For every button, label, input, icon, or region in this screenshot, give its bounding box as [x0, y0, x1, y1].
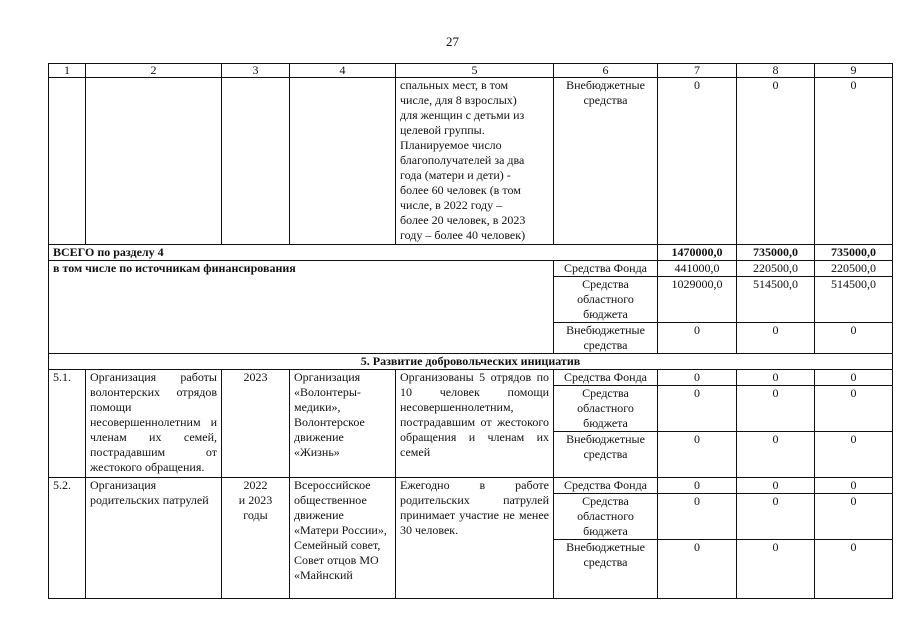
value-cell: 0 — [815, 540, 893, 599]
value-cell: 0 — [658, 78, 737, 245]
value-cell: 0 — [815, 494, 893, 540]
item-number: 5.2. — [49, 478, 86, 599]
column-header: 1 — [49, 64, 86, 78]
value-cell: 0 — [737, 540, 815, 599]
value-cell: 0 — [658, 540, 737, 599]
total-value: 735000,0 — [815, 245, 893, 261]
value-cell: 0 — [815, 386, 893, 432]
column-header: 8 — [737, 64, 815, 78]
column-number-row — [49, 64, 893, 78]
source-cell: Внебюджетные средства — [554, 540, 658, 599]
value-cell: 0 — [737, 494, 815, 540]
column-header: 9 — [815, 64, 893, 78]
empty-cell — [222, 78, 290, 245]
item-row — [49, 370, 893, 386]
page-number: 27 — [446, 34, 459, 49]
value-cell: 220500,0 — [815, 261, 893, 277]
value-cell: 0 — [658, 370, 737, 386]
column-header: 2 — [86, 64, 222, 78]
column-header: 5 — [396, 64, 554, 78]
empty-cell — [49, 78, 86, 245]
empty-cell — [290, 78, 396, 245]
value-cell: 0 — [737, 370, 815, 386]
column-header: 7 — [658, 64, 737, 78]
total-value: 735000,0 — [737, 245, 815, 261]
total-row — [49, 245, 893, 261]
item-year: 2022 и 2023 годы — [222, 478, 290, 599]
value-cell: 0 — [737, 386, 815, 432]
value-cell: 220500,0 — [737, 261, 815, 277]
source-cell: Внебюджетные средства — [554, 323, 658, 354]
result-cell: спальных мест, в том числе, для 8 взрослых) для женщин с детьми из целевой группы. Планируемое число благополучателей за два года (матери и дети) - более 60 человек (в том числе, в 2022 году – более 20 человек, в 2023 году – более 40 человек) — [396, 78, 554, 245]
item-result: Организованы 5 отрядов по 10 человек помощи несовершеннолетним, пострадавшим от жестокого обращения и членам их семей — [396, 370, 554, 478]
source-cell: Средства областного бюджета — [554, 277, 658, 323]
value-cell: 0 — [737, 78, 815, 245]
total-label: ВСЕГО по разделу 4 — [49, 245, 658, 261]
item-number: 5.1. — [49, 370, 86, 478]
value-cell: 514500,0 — [737, 277, 815, 323]
value-cell: 0 — [658, 386, 737, 432]
source-cell: Средства Фонда — [554, 370, 658, 386]
section-title-row — [49, 354, 893, 370]
item-executor: Всероссийское общественное движение «Матери России», Семейный совет, Совет отцов МО «Майнский — [290, 478, 396, 599]
value-cell: 0 — [658, 432, 737, 478]
value-cell: 0 — [815, 370, 893, 386]
source-cell: Средства областного бюджета — [554, 494, 658, 540]
empty-cell — [86, 78, 222, 245]
value-cell: 0 — [658, 494, 737, 540]
source-row — [49, 261, 893, 277]
value-cell: 0 — [815, 478, 893, 494]
value-cell: 0 — [737, 323, 815, 354]
value-cell: 0 — [658, 478, 737, 494]
source-cell: Средства областного бюджета — [554, 386, 658, 432]
item-row — [49, 478, 893, 494]
by-sources-label: в том числе по источникам финансирования — [49, 261, 554, 354]
value-cell: 0 — [737, 432, 815, 478]
value-cell: 0 — [658, 323, 737, 354]
value-cell: 441000,0 — [658, 261, 737, 277]
item-name: Организация работы волонтерских отрядов помощи несовершеннолетним и членам их семей, пострадавшим от жестокого обращения. — [86, 370, 222, 478]
value-cell: 0 — [815, 78, 893, 245]
budget-table — [48, 63, 893, 599]
value-cell: 0 — [737, 478, 815, 494]
source-cell: Средства Фонда — [554, 261, 658, 277]
column-header: 6 — [554, 64, 658, 78]
item-name: Организация родительских патрулей — [86, 478, 222, 599]
item-executor: Организация «Волонтеры-медики», Волонтерское движение «Жизнь» — [290, 370, 396, 478]
value-cell: 0 — [815, 323, 893, 354]
source-cell: Внебюджетные средства — [554, 432, 658, 478]
source-cell: Средства Фонда — [554, 478, 658, 494]
continuation-row — [49, 78, 893, 245]
value-cell: 1029000,0 — [658, 277, 737, 323]
column-header: 4 — [290, 64, 396, 78]
total-value: 1470000,0 — [658, 245, 737, 261]
value-cell: 0 — [815, 432, 893, 478]
source-cell: Внебюджетные средства — [554, 78, 658, 245]
item-year: 2023 — [222, 370, 290, 478]
value-cell: 514500,0 — [815, 277, 893, 323]
column-header: 3 — [222, 64, 290, 78]
item-result: Ежегодно в работе родительских патрулей принимает участие не менее 30 человек. — [396, 478, 554, 599]
section-title: 5. Развитие добровольческих инициатив — [49, 354, 893, 370]
